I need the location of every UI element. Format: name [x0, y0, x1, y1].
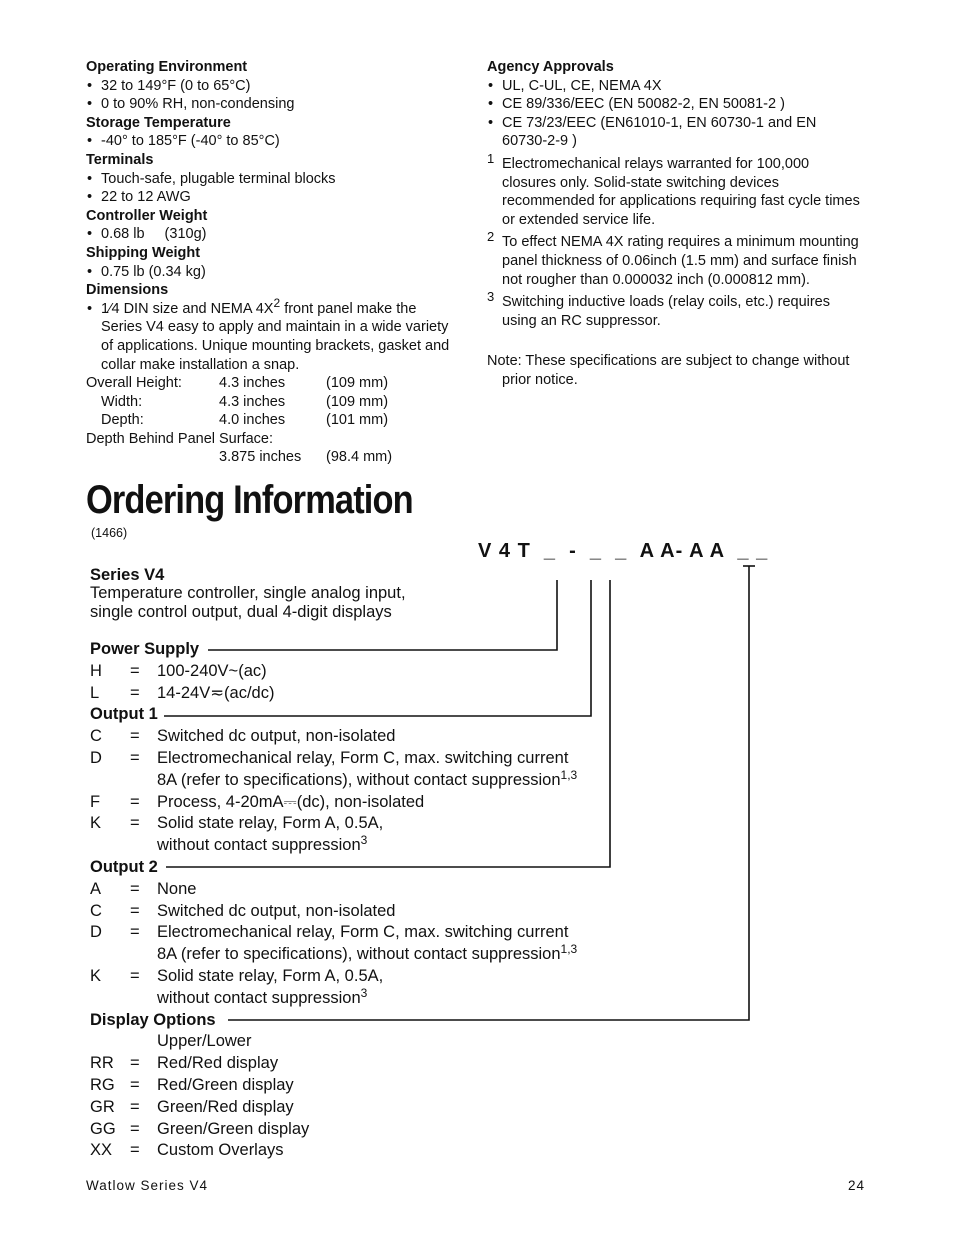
- option-description: Red/Green display: [157, 1075, 294, 1094]
- spec-bullet: • 32 to 149°F (0 to 65°C): [86, 77, 456, 96]
- option-row: [90, 683, 610, 705]
- footnote-number: 1: [487, 150, 495, 166]
- output2-heading: Output 2: [90, 858, 162, 876]
- page-number: 24: [848, 1178, 866, 1193]
- model-code: V 4 T _ - _ _ A A- A A _ _: [478, 540, 769, 562]
- footnote-ref: 2: [273, 295, 281, 310]
- option-row: [90, 792, 610, 814]
- option-equals: =: [130, 1075, 140, 1094]
- option-equals: =: [130, 727, 140, 746]
- footnote-ref: 3: [360, 985, 368, 1000]
- option-code: D: [90, 923, 102, 942]
- document-number: (1466): [91, 526, 128, 540]
- dimension-mm: (109 mm): [326, 375, 389, 392]
- option-description: without contact suppression: [157, 988, 361, 1007]
- option-code: C: [90, 727, 102, 746]
- footnote-text: Switching inductive loads (relay coils, etc.) requires using an RC suppressor.: [502, 294, 830, 329]
- footnote-number: 2: [487, 229, 495, 245]
- option-equals: =: [130, 879, 140, 898]
- option-continuation: [90, 835, 610, 857]
- option-description: Solid state relay, Form A, 0.5A,: [157, 966, 384, 985]
- spec-note: Note: These specifications are subject to change without prior notice.: [487, 353, 850, 388]
- option-description: Red/Red display: [157, 1054, 279, 1073]
- option-code: GG: [90, 1119, 116, 1138]
- series-description: single control output, dual 4-digit displays: [90, 603, 392, 621]
- option-row: [90, 1119, 610, 1141]
- option-code: XX: [90, 1141, 113, 1160]
- option-description: Green/Green display: [157, 1119, 310, 1138]
- footnote-ref: 3: [360, 833, 368, 848]
- option-code: H: [90, 661, 102, 680]
- spec-bullet: • -40° to 185°F (-40° to 85°C): [86, 132, 456, 151]
- option-continuation: [90, 985, 610, 1010]
- option-row: [90, 1053, 610, 1075]
- dimension-label: Depth Behind Panel Surface:: [86, 430, 274, 447]
- controller-weight-heading: Controller Weight: [86, 207, 208, 224]
- option-description: Electromechanical relay, Form C, max. switching current: [157, 748, 569, 767]
- option-row: [90, 879, 610, 901]
- option-row: [90, 726, 610, 748]
- dimensions-heading: Dimensions: [86, 282, 169, 299]
- spec-bullet: • CE 89/336/EEC (EN 50082-2, EN 50081-2 ): [487, 95, 862, 114]
- option-code: RR: [90, 1054, 114, 1073]
- option-code: GR: [90, 1097, 115, 1116]
- option-code: L: [90, 683, 100, 702]
- option-description: Switched dc output, non-isolated: [157, 727, 396, 746]
- option-equals: =: [130, 1097, 140, 1116]
- option-description: Process, 4-20mA⎓(dc), non-isolated: [157, 792, 425, 811]
- dimension-inches: 4.3 inches: [219, 375, 286, 392]
- display-options-subheading: Upper/Lower: [157, 1032, 252, 1051]
- ordering-options: [90, 639, 610, 1162]
- option-row: [90, 1075, 610, 1097]
- option-code: D: [90, 748, 102, 767]
- option-equals: =: [130, 923, 140, 942]
- display-options-heading: Display Options: [90, 1011, 220, 1029]
- dimension-label: Width:: [101, 393, 143, 410]
- dimensions-text: front panel make the Series V4 easy to apply and maintain in a wide variety of applications. Unique mounting brackets, gasket and collar make installation a snap.: [101, 300, 450, 373]
- dimension-inches: 4.3 inches: [219, 393, 286, 410]
- option-equals: =: [130, 901, 140, 920]
- option-equals: =: [130, 1054, 140, 1073]
- option-equals: =: [130, 748, 140, 767]
- option-row: [90, 901, 610, 923]
- option-description: 14-24V≂(ac/dc): [157, 683, 275, 702]
- dimension-label: Overall Height:: [86, 375, 182, 392]
- dimension-mm: (109 mm): [326, 393, 389, 410]
- option-equals: =: [130, 661, 140, 680]
- storage-temperature-heading: Storage Temperature: [86, 114, 231, 131]
- option-description: 8A (refer to specifications), without contact suppression: [157, 945, 561, 964]
- option-code: F: [90, 792, 101, 811]
- option-equals: =: [130, 792, 140, 811]
- option-description: 8A (refer to specifications), without contact suppression: [157, 770, 561, 789]
- option-continuation: [90, 944, 610, 966]
- spec-bullet: • 0 to 90% RH, non-condensing: [86, 95, 456, 114]
- option-code: A: [90, 879, 102, 898]
- footnote-ref: 1,3: [560, 942, 578, 957]
- option-description: Switched dc output, non-isolated: [157, 901, 396, 920]
- dimensions-text: 1⁄4 DIN size and NEMA 4X: [101, 300, 274, 317]
- spec-bullet: • 0.75 lb (0.34 kg): [86, 263, 456, 282]
- spec-bullet: • 22 to 12 AWG: [86, 188, 456, 207]
- option-description: 100-240V~(ac): [157, 661, 267, 680]
- option-equals: =: [130, 1119, 140, 1138]
- option-equals: =: [130, 683, 140, 702]
- footnote-ref: 1,3: [560, 767, 578, 782]
- option-equals: =: [130, 966, 140, 985]
- option-row: [90, 661, 610, 683]
- footer-brand: Watlow Series V4: [86, 1178, 209, 1193]
- dimension-label: Depth:: [101, 412, 144, 429]
- option-description: Custom Overlays: [157, 1141, 284, 1160]
- option-row: [90, 1140, 610, 1162]
- dimension-mm: (101 mm): [326, 412, 389, 429]
- operating-environment-heading: Operating Environment: [86, 59, 248, 75]
- option-code: C: [90, 901, 102, 920]
- footnote-number: 3: [487, 289, 495, 305]
- option-equals: =: [130, 814, 140, 833]
- option-row: [90, 748, 610, 770]
- option-equals: =: [130, 1141, 140, 1160]
- option-description: Solid state relay, Form A, 0.5A,: [157, 814, 384, 833]
- option-description: Electromechanical relay, Form C, max. switching current: [157, 923, 569, 942]
- option-continuation: [90, 767, 610, 792]
- output1-heading: Output 1: [90, 705, 162, 723]
- series-description: Temperature controller, single analog input,: [90, 584, 406, 602]
- series-heading: Series V4: [90, 566, 406, 584]
- spec-bullet: • CE 73/23/EEC (EN61010-1, EN 60730-1 and EN 60730-2-9 ): [487, 114, 862, 151]
- spec-bullet: • Touch-safe, plugable terminal blocks: [86, 170, 456, 189]
- option-description: without contact suppression: [157, 836, 361, 855]
- option-row: [90, 922, 610, 944]
- option-code: K: [90, 966, 102, 985]
- footnote-text: Electromechanical relays warranted for 100,000 closures only. Solid-state switching devices recommended for applications requiring fast cycle times or extended service life.: [502, 155, 860, 228]
- spec-bullet: • UL, C-UL, CE, NEMA 4X: [487, 77, 862, 96]
- option-description: Green/Red display: [157, 1097, 294, 1116]
- option-code: K: [90, 814, 102, 833]
- series-block: [90, 566, 406, 622]
- option-code: RG: [90, 1075, 115, 1094]
- option-row: [90, 966, 610, 988]
- power-supply-heading: Power Supply: [90, 640, 203, 658]
- terminals-heading: Terminals: [86, 151, 154, 168]
- dimension-mm: (98.4 mm): [326, 449, 393, 466]
- dimension-inches: 3.875 inches: [219, 449, 302, 466]
- footnote-text: To effect NEMA 4X rating requires a minimum mounting panel thickness of 0.06inch (1.5 mm) and surface finish not rougher than 0.000032 inch (0.000812 mm).: [502, 234, 859, 288]
- dimension-inches: 4.0 inches: [219, 412, 286, 429]
- agency-approvals-heading: Agency Approvals: [487, 59, 614, 75]
- shipping-weight-heading: Shipping Weight: [86, 244, 201, 261]
- controller-weight-lb: 0.68 lb: [101, 226, 145, 243]
- controller-weight-g: (310g): [164, 226, 207, 243]
- page-title: Ordering Information: [86, 478, 413, 522]
- option-description: None: [157, 879, 197, 898]
- option-row: [90, 1097, 610, 1119]
- option-row: [90, 813, 610, 835]
